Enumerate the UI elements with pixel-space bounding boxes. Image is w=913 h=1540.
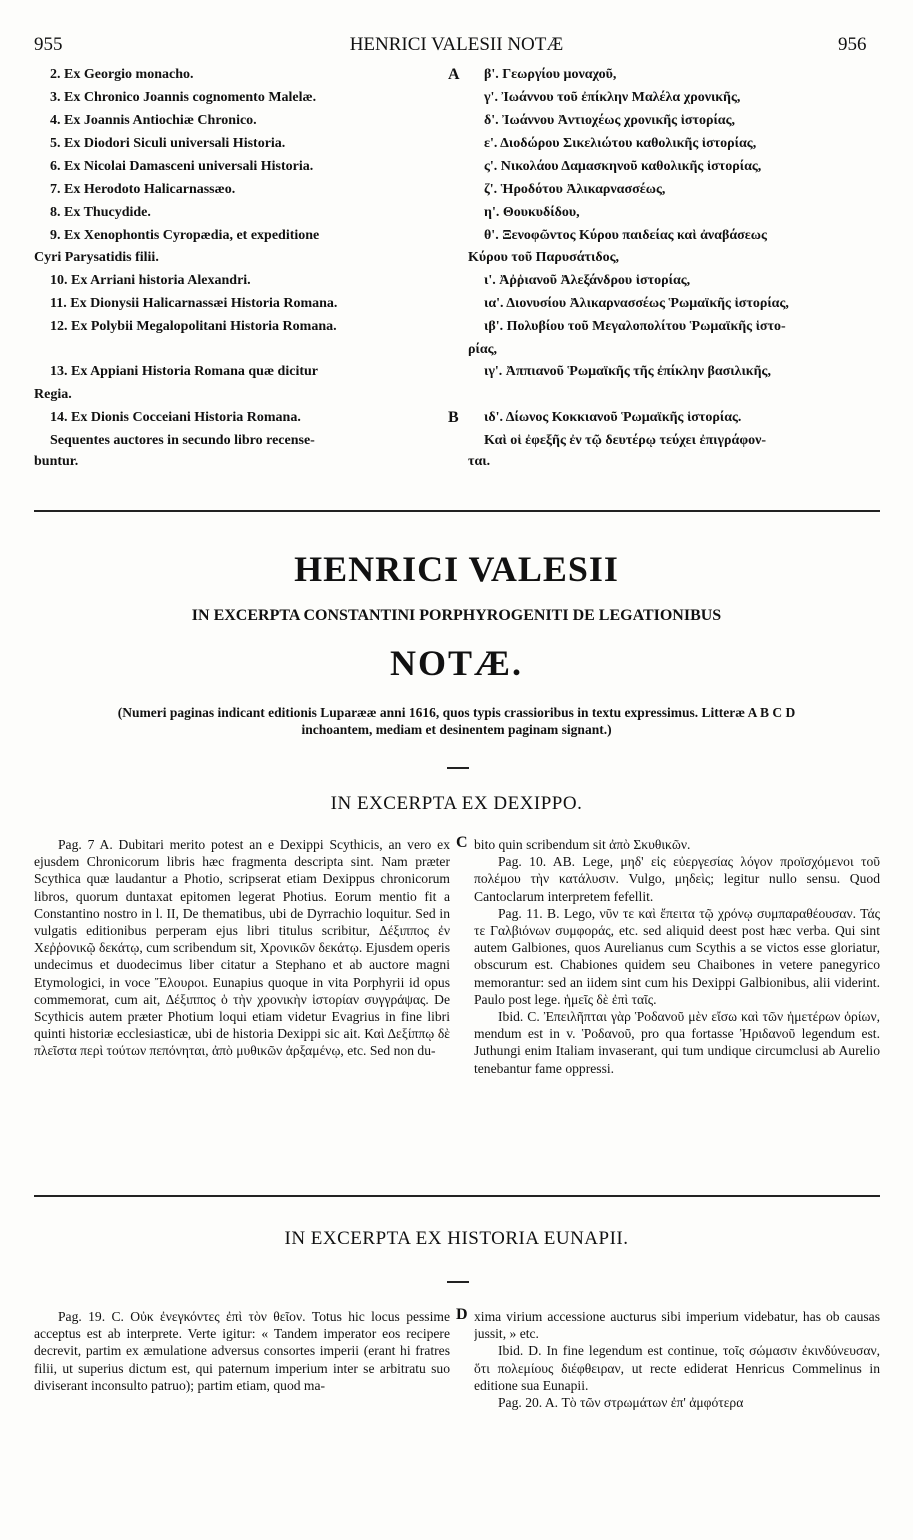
- toc-latin-item: 4. Ex Joannis Antiochiæ Chronico.: [50, 113, 257, 128]
- dexippo-paragraph: bito quin scribendum sit ἀπὸ Σκυθικῶν.: [474, 837, 691, 852]
- toc-latin-item: 12. Ex Polybii Megalopolitani Historia Romana.: [50, 319, 337, 334]
- page-number-left: 955: [34, 34, 63, 55]
- toc-greek-item: Κύρου τοῦ Παρυσάτιδος,: [468, 250, 619, 265]
- toc-greek-item: ι'. Ἀῤῥιανοῦ Ἀλεξάνδρου ἱστορίας,: [484, 273, 691, 288]
- short-divider: [447, 1281, 469, 1283]
- toc-greek-item: β'. Γεωργίου μοναχοῦ,: [484, 67, 617, 82]
- intro-line-2: inchoantem, mediam et desinentem paginam signant.): [301, 722, 612, 737]
- toc-greek-item: ς'. Νικολάου Δαμασκηνοῦ καθολικῆς ἱστορίας,: [484, 159, 762, 174]
- section-title-dexippo: IN EXCERPTA EX DEXIPPO.: [330, 793, 583, 814]
- margin-marker-c: C: [456, 834, 468, 851]
- toc-greek-item: ε'. Διοδώρου Σικελιώτου καθολικῆς ἱστορίας,: [484, 136, 757, 151]
- page-number-right: 956: [838, 34, 867, 55]
- running-title: HENRICI VALESII NOTÆ: [349, 34, 564, 55]
- toc-greek-item: Καὶ οἱ ἐφεξῆς ἐν τῷ δευτέρῳ τεύχει ἐπιγράφον-: [484, 433, 767, 448]
- section-title-eunapii: IN EXCERPTA EX HISTORIA EUNAPII.: [284, 1228, 629, 1249]
- toc-greek-item: ιγ'. Ἀππιανοῦ Ῥωμαϊκῆς τῆς ἐπίκλην βασιλικῆς,: [484, 364, 771, 379]
- eunapii-paragraph: xima virium accessione aucturus sibi imperium videbatur, has ob causas jussit, » etc.: [474, 1309, 880, 1342]
- margin-marker-a: A: [448, 66, 460, 83]
- eunapii-paragraph: Pag. 19. C. Οὐκ ἐνεγκόντες ἐπὶ τὸν θεῖον. Totus hic locus pessime acceptus est ab interprete. Verte igitur: « Tandem imperator eos recipere decrevit, partim ex æmulatione adversus consortes imperii (erant hi fratres filii, ut superius dictum est, qui paternum imperium inter se arbitratu suo diviserant inconsulto patruo); partim etiam, quod ma-: [34, 1309, 450, 1393]
- eunapii-paragraph: Pag. 20. A. Τὸ τῶν στρωμάτων ἐπ' ἀμφότερα: [498, 1395, 744, 1411]
- margin-marker-d: D: [456, 1306, 468, 1323]
- toc-latin-item: 9. Ex Xenophontis Cyropædia, et expeditione: [50, 228, 320, 243]
- dexippo-paragraph: Pag. 10. AB. Lege, μηδ' εἰς εὐεργεσίας λόγον προϊσχόμενοι τοῦ πολέμου τὴν κατάλυσιν. Vulgo, μηδεὶς; legitur nullo sensu. Quod Cantoclarum interpretem fefellit.: [474, 854, 880, 904]
- toc-latin-item: 14. Ex Dionis Cocceiani Historia Romana.: [50, 410, 301, 425]
- toc-latin-item: 3. Ex Chronico Joannis cognomento Malelæ.: [50, 90, 317, 105]
- toc-greek-item: γ'. Ἰωάννου τοῦ ἐπίκλην Μαλέλα χρονικῆς,: [484, 90, 741, 105]
- toc-latin-item: Regia.: [34, 387, 72, 402]
- toc-latin-item: Sequentes auctores in secundo libro recense-: [50, 433, 315, 448]
- toc-greek-item: η'. Θουκυδίδου,: [484, 205, 580, 220]
- toc-latin-item: Cyri Parysatidis filii.: [34, 250, 159, 265]
- margin-marker-b: B: [448, 409, 459, 426]
- toc-latin-item: buntur.: [34, 454, 79, 469]
- toc-latin-item: 8. Ex Thucydide.: [50, 205, 151, 220]
- notae-heading: NOTÆ.: [389, 643, 523, 683]
- dexippo-left-column: [34, 836, 450, 1176]
- dexippo-paragraph: Pag. 7 A. Dubitari merito potest an e Dexippi Scythicis, an vero ex ejusdem Chronicorum libris hæc fragmenta descripta sint. Nam præter Scythica quæ laudantur a Photio, scripserat etiam Dexippus chronicorum libros, quorum duntaxat epitomen legerat Photius. Eorum mentio fit a Constantino nostro in l. II, De thematibus, ubi de Dyrrachio loquitur. Sed in vulgatis editionibus perperam ejus libri titulus scribitur, Δέξιππος ἐν Χεῤῥονικῷ δεκάτῳ, cum scribendum sit, Χρονικῶν δεκάτῳ. Ejusdem operis undecimus et duodecimus liber citatur a Stephano et ab auctore magni Etymologici, in voce Ἔλουροι. Eunapius quoque in vita Porphyrii id opus commemorat, cum ait, Δέξιππος ὁ τὴν χρονικὴν ἱστορίαν συγγράψας. De Scythicis autem præter Photium loqui etiam videtur Evagrius in fine libri quinti historiæ ecclesiasticæ, ubi de historia Dexippi sic ait. Καὶ Δεξίππῳ δὲ πλεῖστα περὶ τούτων πεπόνηται, ἀπὸ μυθικῶν ἀρξαμένῳ, etc. Sed non du-: [34, 837, 450, 1059]
- main-title: HENRICI VALESII: [294, 549, 619, 589]
- main-subtitle: IN EXCERPTA CONSTANTINI PORPHYROGENITI DE LEGATIONIBUS: [191, 607, 722, 624]
- toc-greek-item: δ'. Ἰωάννου Ἀντιοχέως χρονικῆς ἱστορίας,: [484, 113, 736, 128]
- toc-greek-item: ιδ'. Δίωνος Κοκκιανοῦ Ῥωμαϊκῆς ἱστορίας.: [484, 410, 742, 425]
- short-divider: [447, 767, 469, 769]
- eunapii-right-column: [474, 1308, 880, 1448]
- toc-latin-item: 7. Ex Herodoto Halicarnassæo.: [50, 182, 236, 197]
- eunapii-left-column: [34, 1308, 450, 1448]
- toc-latin-item: 2. Ex Georgio monacho.: [50, 67, 194, 82]
- toc-latin-item: 11. Ex Dionysii Halicarnassæi Historia Romana.: [50, 296, 338, 311]
- toc-greek-item: ρίας,: [468, 342, 498, 357]
- dexippo-paragraph: Ibid. C. Ἐπειλῆπται γὰρ Ῥοδανοῦ μὲν εἴσω καὶ τῶν ἡμετέρων ὁρίων, mendum est in v. Ῥοδανοῦ, pro qua fortasse Ἠριδανοῦ legendum est. Juthungi enim Italiam invaserant, qui tum undique circumclusi ab Aurelio tenebantur fame oppressi.: [474, 1009, 880, 1076]
- toc-latin-item: 6. Ex Nicolai Damasceni universali Historia.: [50, 159, 314, 174]
- toc-latin-item: 10. Ex Arriani historia Alexandri.: [50, 273, 251, 288]
- toc-latin-item: 5. Ex Diodori Siculi universali Historia.: [50, 136, 286, 151]
- toc-greek-item: ιβ'. Πολυβίου τοῦ Μεγαλοπολίτου Ῥωμαϊκῆς ἱστο-: [484, 319, 786, 334]
- toc-greek-item: ια'. Διονυσίου Ἀλικαρνασσέως Ῥωμαϊκῆς ἱστορίας,: [484, 296, 789, 311]
- dexippo-right-column: [474, 836, 880, 1176]
- toc-greek-item: ται.: [468, 454, 491, 469]
- toc-latin-item: 13. Ex Appiani Historia Romana quæ dicitur: [50, 364, 318, 379]
- dexippo-paragraph: Pag. 11. B. Lego, νῦν τε καὶ ἔπειτα τῷ χρόνῳ συμπαραθέουσαν. Τάς τε Γαλβιόνων συμφοράς, etc. sed aliquid deest post hæc verba. Qui sint autem Galbiones, quos Aurelianus cum Scythis a se victos esse gloriatur, obscurum est. Chabiones quidem seu Chaibones in vetere panegyrico memorantur: sed an iidem sint cum his Dexippi Galbionibus, alii viderint. Paulo post lege. ἡμεῖς δὲ ἐπὶ ταῖς.: [474, 905, 880, 1007]
- toc-greek-item: ζ'. Ἡροδότου Ἀλικαρνασσέως,: [484, 182, 666, 197]
- divider-rule: [34, 510, 880, 512]
- eunapii-paragraph: Ibid. D. In fine legendum est continue, τοῖς σώμασιν ἐκινδύνευσαν, ὅτι πολεμίους διέφθειραν, ut recte ediderat Henricus Commelinus in editione sua Eunapii.: [474, 1343, 880, 1393]
- divider-rule: [34, 1195, 880, 1197]
- toc-greek-item: θ'. Ξενοφῶντος Κύρου παιδείας καὶ ἀναβάσεως: [484, 228, 767, 243]
- intro-line-1: (Numeri paginas indicant editionis Luparææ anni 1616, quos typis crassioribus in textu expressimus. Litteræ A B C D: [117, 705, 796, 720]
